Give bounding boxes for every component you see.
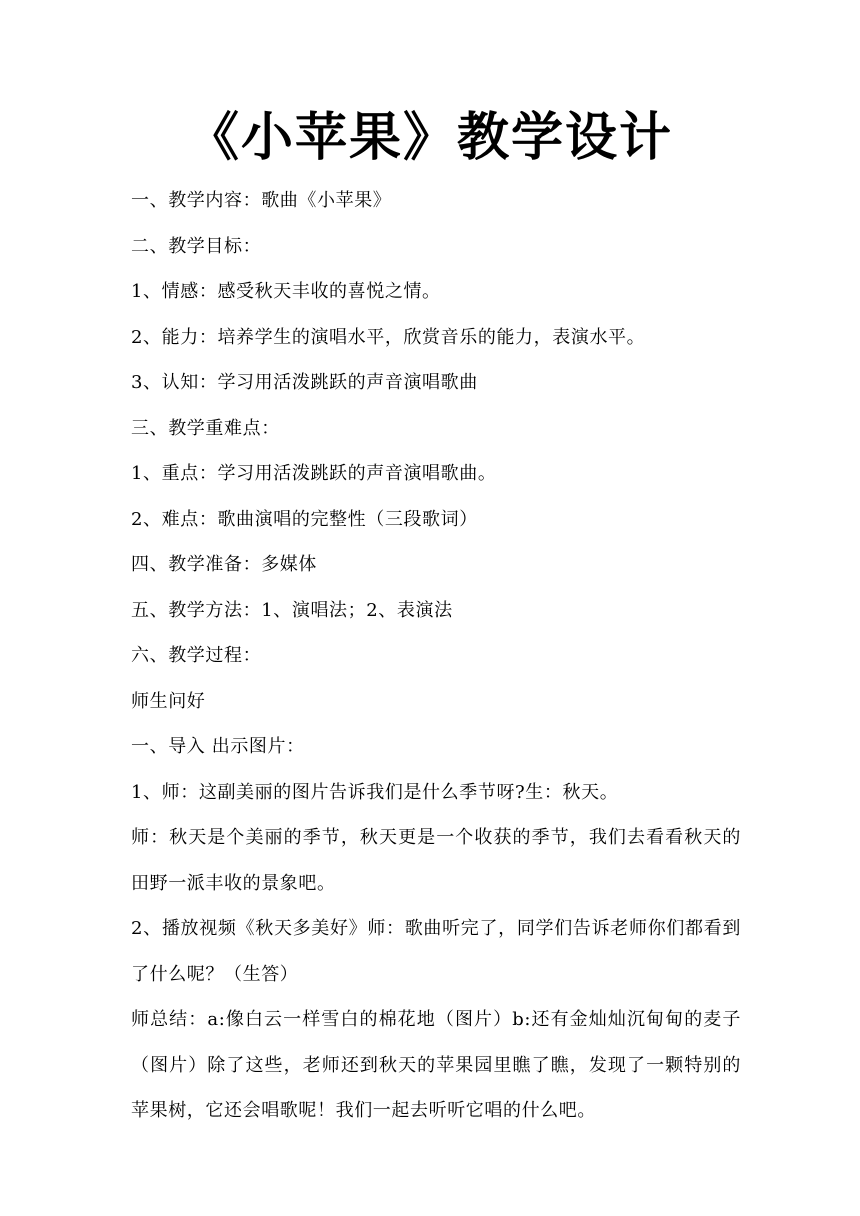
teaching-content: 一、教学内容：歌曲《小苹果》 bbox=[131, 190, 392, 211]
goal-cognition: 3、认知：学习用活泼跳跃的声音演唱歌曲 bbox=[131, 372, 478, 393]
teacher-autumn-paragraph: 师：秋天是个美丽的季节，秋天更是一个收获的季节，我们去看看秋天的田野一派丰收的景象吧。 bbox=[131, 827, 741, 894]
teacher-summary-paragraph: 师总结：a:像白云一样雪白的棉花地（图片）b:还有金灿灿沉甸甸的麦子（图片）除了这些，老师还到秋天的苹果园里瞧了瞧，发现了一颗特别的苹果树，它还会唱歌呢！我们一起去听听它唱的什么吧。 bbox=[131, 1009, 741, 1121]
teaching-preparation: 四、教学准备：多媒体 bbox=[131, 554, 317, 575]
introduction-step-one: 1、师：这副美丽的图片告诉我们是什么季节呀?生：秋天。 bbox=[131, 781, 619, 803]
teacher-student-greeting: 师生问好 bbox=[131, 690, 206, 712]
document-title: 《小苹果》教学设计 bbox=[186, 108, 673, 168]
introduction-step-two: 2、播放视频《秋天多美好》师：歌曲听完了，同学们告诉老师你们都看到了什么呢？（生答） bbox=[131, 918, 741, 985]
teaching-methods: 五、教学方法：1、演唱法；2、表演法 bbox=[131, 599, 453, 621]
document-body bbox=[131, 178, 741, 1134]
goal-ability: 2、能力：培养学生的演唱水平，欣赏音乐的能力，表演水平。 bbox=[131, 326, 646, 348]
goal-emotion: 1、情感：感受秋天丰收的喜悦之情。 bbox=[131, 281, 441, 302]
difficult-point: 2、难点：歌曲演唱的完整性（三段歌词） bbox=[131, 508, 478, 530]
teaching-goals-heading: 二、教学目标： bbox=[131, 235, 262, 257]
key-point: 1、重点：学习用活泼跳跃的声音演唱歌曲。 bbox=[131, 463, 497, 484]
introduction-heading: 一、导入 出示图片： bbox=[131, 736, 305, 757]
key-points-heading: 三、教学重难点： bbox=[131, 417, 280, 439]
teaching-process-heading: 六、教学过程： bbox=[131, 645, 262, 666]
